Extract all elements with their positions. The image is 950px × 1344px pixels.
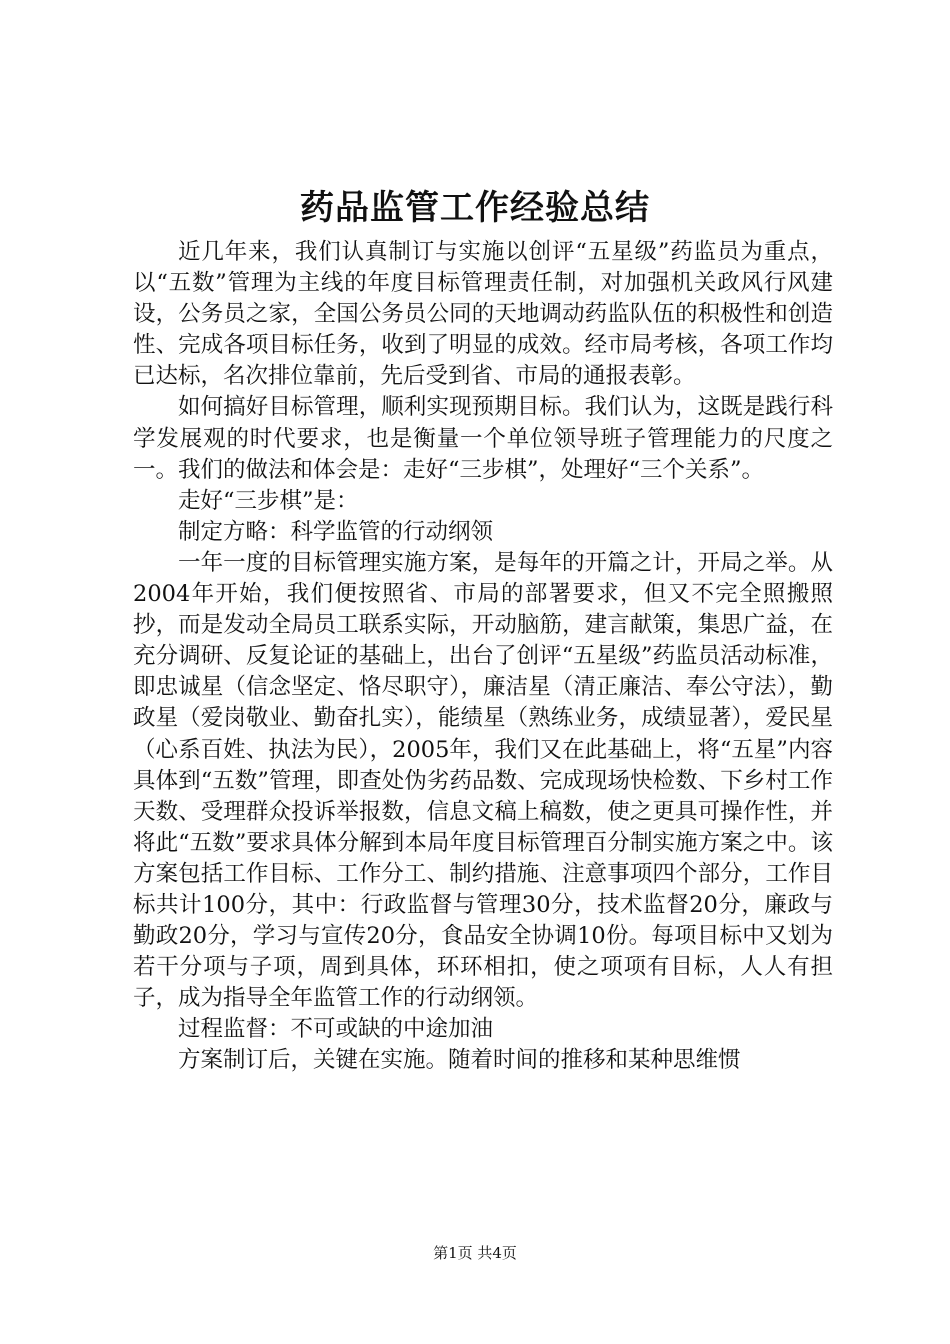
page-title: 药品监管工作经验总结	[300, 188, 650, 228]
paragraph-approach: 如何搞好目标管理，顺利实现预期目标。我们认为，这既是践行科学发展观的时代要求，也是衡量一个单位领导班子管理能力的尺度之一。我们的做法和体会是：走好“三步棋”，处理好“三个关系”。	[133, 394, 833, 483]
section-heading-supervision: 过程监督：不可或缺的中途加油	[178, 1016, 494, 1043]
page-footer: 第1页 共4页	[433, 1244, 517, 1262]
paragraph-three-steps: 走好“三步棋”是：	[178, 487, 359, 514]
paragraph-intro: 近几年来，我们认真制订与实施以创评“五星级”药监员为重点，以“五数”管理为主线的年度目标管理责任制，对加强机关政风行风建设，公务员之家，全国公务员公同的天地调动药监队伍的积极性和创造性、完成各项目标任务，收到了明显的成效。经市局考核，各项工作均已达标，名次排位靠前，先后受到省、市局的通报表彰。	[133, 239, 833, 390]
section-heading-strategy: 制定方略：科学监管的行动纲领	[178, 518, 494, 545]
document-body	[133, 237, 833, 1077]
paragraph-strategy-detail: 一年一度的目标管理实施方案，是每年的开篇之计，开局之举。从2004年开始，我们便按照省、市局的部署要求，但又不完全照搬照抄，而是发动全局员工联系实际，开动脑筋，建言献策，集思广益，在充分调研、反复论证的基础上，出台了创评“五星级”药监员活动标准，即忠诚星（信念坚定、恪尽职守），廉洁星（清正廉洁、奉公守法），勤政星（爱岗敬业、勤奋扎实），能绩星（熟练业务，成绩显著），爱民星（心系百姓、执法为民），2005年，我们又在此基础上，将“五星”内容具体到“五数”管理，即查处伪劣药品数、完成现场快检数、下乡村工作天数、受理群众投诉举报数，信息文稿上稿数，使之更具可操作性，并将此“五数”要求具体分解到本局年度目标管理百分制实施方案之中。该方案包括工作目标、工作分工、制约措施、注意事项四个部分，工作目标共计100分，其中：行政监督与管理30分，技术监督20分，廉政与勤政20分，学习与宣传20分，食品安全协调10份。每项目标中又划为若干分项与子项，周到具体，环环相扣，使之项项有目标，人人有担子，成为指导全年监管工作的行动纲领。	[133, 549, 833, 1012]
paragraph-supervision-detail: 方案制订后，关键在实施。随着时间的推移和某种思维惯	[178, 1047, 741, 1074]
